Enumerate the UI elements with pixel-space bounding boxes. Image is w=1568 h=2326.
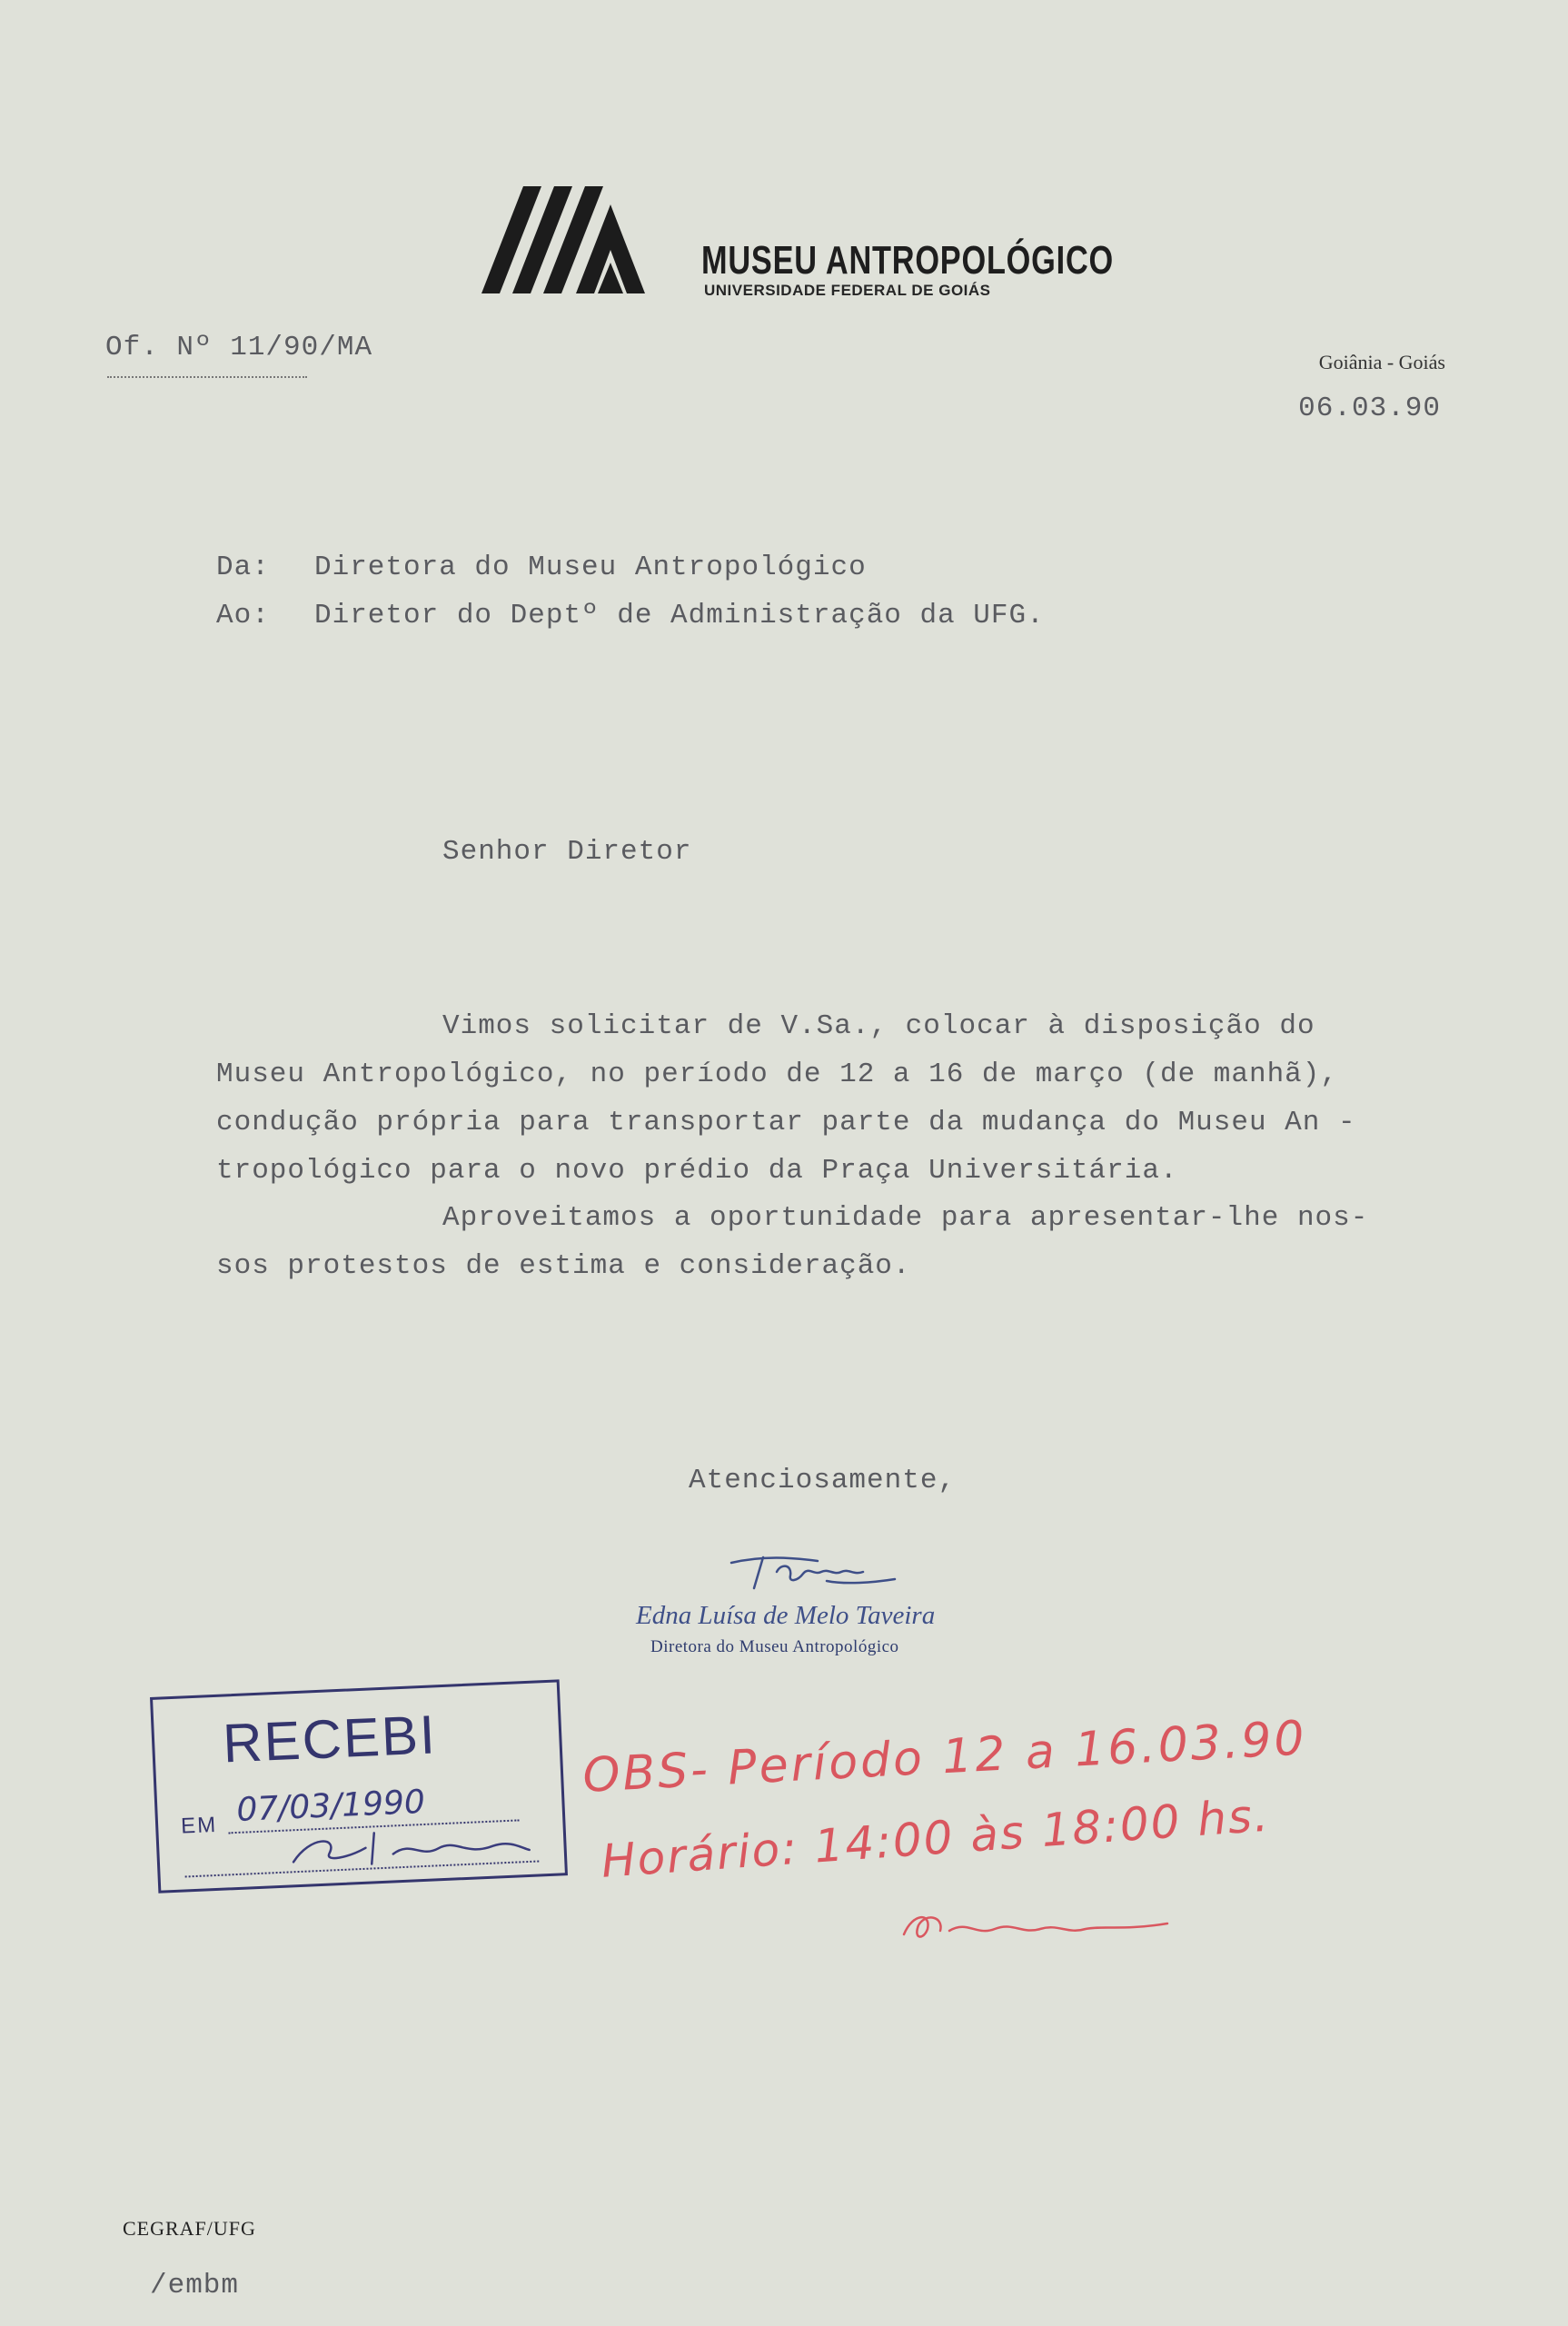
stamp-date: 07/03/1990 <box>235 1783 426 1829</box>
body-line: sos protestos de estima e consideração. <box>216 1250 911 1282</box>
note-signature <box>895 1904 1186 1953</box>
to-value: Diretor do Deptº de Administração da UFG. <box>314 600 1045 631</box>
body-line: condução própria para transportar parte da mudança do Museu An - <box>216 1107 1356 1138</box>
to-label: Ao: <box>216 600 270 631</box>
closing: Atenciosamente, <box>689 1465 957 1496</box>
document-date: 06.03.90 <box>1298 393 1441 424</box>
document-reference: Of. Nº 11/90/MA <box>105 332 373 363</box>
stamp-em-label: EM <box>180 1812 218 1839</box>
received-stamp <box>150 1679 571 1897</box>
signatory-title: Diretora do Museu Antropológico <box>650 1637 899 1656</box>
body-line: tropológico para o novo prédio da Praça Universitária. <box>216 1155 1178 1187</box>
signatory-name: Edna Luísa de Melo Taveira <box>636 1601 936 1630</box>
salutation: Senhor Diretor <box>442 836 692 868</box>
place: Goiânia - Goiás <box>1318 351 1445 373</box>
body-line: Museu Antropológico, no período de 12 a 16 de março (de manhã), <box>216 1059 1338 1090</box>
letterhead-subtitle: UNIVERSIDADE FEDERAL DE GOIÁS <box>704 282 991 299</box>
body-line: Aproveitamos a oportunidade para apresentar-lhe nos- <box>442 1202 1369 1234</box>
museum-logo <box>481 186 700 300</box>
handwritten-note-schedule: Horário: 14:00 às 18:00 hs. <box>600 1788 1272 1888</box>
printer-credit: CEGRAF/UFG <box>123 2217 256 2240</box>
from-value: Diretora do Museu Antropológico <box>314 552 867 583</box>
reference-underline <box>107 376 307 378</box>
stamp-title: RECEBI <box>221 1704 438 1774</box>
body-line: Vimos solicitar de V.Sa., colocar à disposição do <box>442 1010 1315 1042</box>
handwritten-note-period: OBS- Período 12 a 16.03.90 <box>581 1711 1308 1804</box>
typist-initials: /embm <box>150 2270 240 2301</box>
from-label: Da: <box>216 552 270 583</box>
handwritten-signature <box>727 1545 899 1604</box>
letterhead-name: MUSEU ANTROPOLÓGICO <box>701 238 1114 283</box>
